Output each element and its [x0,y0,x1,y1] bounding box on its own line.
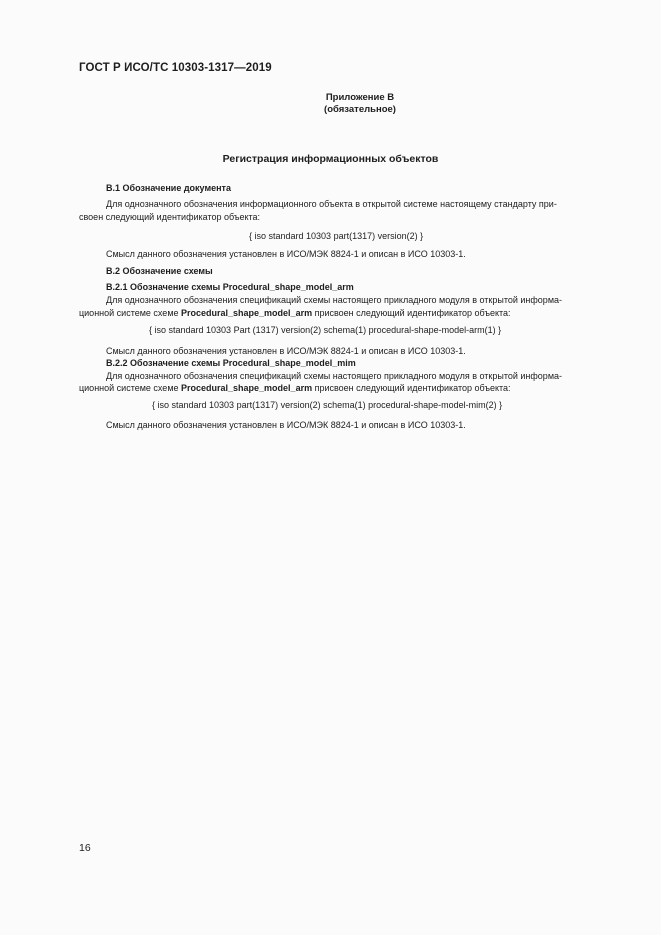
b21-heading: В.2.1 Обозначение схемы Procedural_shape_model_arm [106,282,354,292]
b1-paragraph-line1: Для однозначного обозначения информационного объекта в открытой системе настоящему стандарту при- [106,199,557,209]
b1-identifier: { iso standard 10303 part(1317) version(2) } [249,231,424,241]
page-number: 16 [79,842,91,854]
b2-heading: В.2 Обозначение схемы [106,266,213,276]
b21-meaning: Смысл данного обозначения установлен в ИСО/МЭК 8824-1 и описан в ИСО 10303-1. [106,346,466,356]
b21-paragraph-line2 [79,308,511,318]
b1-meaning: Смысл данного обозначения установлен в ИСО/МЭК 8824-1 и описан в ИСО 10303-1. [106,249,466,259]
standard-code-header: ГОСТ Р ИСО/ТС 10303-1317—2019 [79,62,272,74]
b21-paragraph-text-end: присвоен следующий идентификатор объекта: [312,308,511,318]
b22-paragraph-text-end: присвоен следующий идентификатор объекта: [312,383,511,393]
b22-schema-name: Procedural_shape_model_arm [181,383,313,393]
b22-identifier: { iso standard 10303 part(1317) version(2) schema(1) procedural-shape-model-mim(2) } [152,400,503,410]
b22-meaning: Смысл данного обозначения установлен в ИСО/МЭК 8824-1 и описан в ИСО 10303-1. [106,420,466,430]
b22-paragraph-line2 [79,383,511,393]
annex-status: (обязательное) [324,104,396,115]
section-title: Регистрация информационных объектов [222,153,439,165]
annex-title: Приложение В [325,92,395,103]
b22-paragraph-line1: Для однозначного обозначения спецификаций схемы настоящего прикладного модуля в открытой информа- [106,371,563,381]
b1-heading: В.1 Обозначение документа [106,183,231,193]
b1-paragraph-line2: своен следующий идентификатор объекта: [79,212,261,222]
b21-schema-name: Procedural_shape_model_arm [181,308,313,318]
b22-heading: В.2.2 Обозначение схемы Procedural_shape_model_mim [106,358,356,368]
b21-paragraph-text: ционной системе схеме [79,308,182,318]
b21-paragraph-line1: Для однозначного обозначения спецификаций схемы настоящего прикладного модуля в открытой информа- [106,295,563,305]
b21-identifier: { iso standard 10303 Part (1317) version(2) schema(1) procedural-shape-model-arm(1) } [149,325,502,335]
b22-paragraph-text: ционной системе схеме [79,383,182,393]
